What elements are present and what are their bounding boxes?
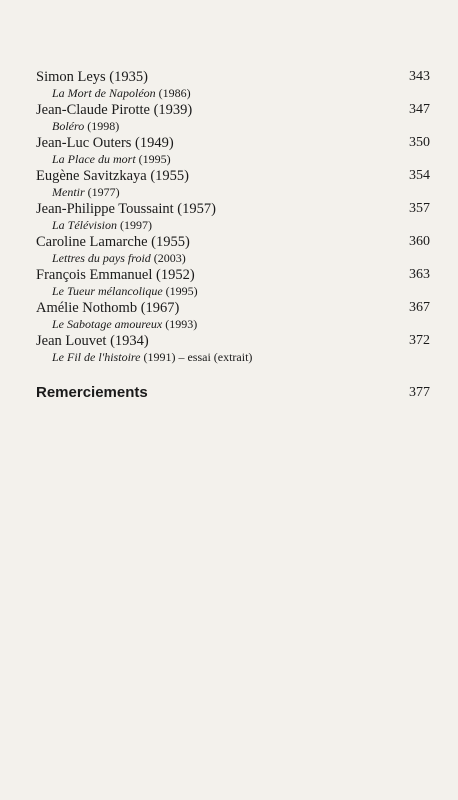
toc-entry (36, 101, 430, 134)
toc-entry (36, 68, 430, 101)
entry-work (36, 218, 430, 233)
entry-work (36, 119, 430, 134)
entry-title: Mentir (52, 185, 85, 199)
entry-work (36, 86, 430, 101)
entry-title: Le Fil de l'histoire (52, 350, 141, 364)
entry-title: Le Sabotage amoureux (52, 317, 163, 331)
entry-title: Boléro (52, 119, 85, 133)
entry-work (36, 350, 430, 365)
entry-year: (1997) (117, 218, 152, 232)
entry-author: Amélie Nothomb (1967) (36, 300, 180, 316)
section-heading (36, 383, 430, 403)
toc-entry (36, 233, 430, 266)
entry-work (36, 317, 430, 332)
entry-author: Jean-Claude Pirotte (1939) (36, 102, 193, 118)
toc-entry (36, 266, 430, 299)
toc-entry (36, 332, 430, 365)
entry-author: Eugène Savitzkaya (1955) (36, 168, 190, 184)
entry-work (36, 152, 430, 167)
section-page: 377 (409, 385, 430, 400)
toc-entry (36, 134, 430, 167)
entry-year: (1986) (155, 86, 191, 100)
entry-page: 350 (409, 135, 430, 150)
entry-year: (1995) (135, 152, 171, 166)
entry-page: 372 (409, 333, 430, 348)
toc-entry (36, 200, 430, 233)
toc-entry (36, 167, 430, 200)
entry-title: Lettres du pays froid (52, 251, 151, 265)
entry-page: 347 (409, 102, 430, 117)
entry-page: 363 (409, 267, 430, 282)
entry-page: 360 (409, 234, 430, 249)
entry-year: (1998) (84, 119, 120, 133)
entry-work (36, 251, 430, 266)
section-title: Remerciements (36, 384, 148, 401)
entry-year: (1977) (84, 185, 120, 199)
entry-page: 354 (409, 168, 430, 183)
entry-year: (1993) (162, 317, 198, 331)
entry-page: 367 (409, 300, 430, 315)
entry-year: (1995) (162, 284, 198, 298)
entry-note: – essai (extrait) (175, 350, 253, 364)
entry-page: 343 (409, 69, 430, 84)
table-of-contents (36, 68, 430, 403)
entry-author: Jean-Luc Outers (1949) (36, 135, 174, 151)
entry-title: La Télévision (52, 218, 117, 232)
entry-author: Simon Leys (1935) (36, 69, 148, 85)
entry-page: 357 (409, 201, 430, 216)
entry-author: Jean-Philippe Toussaint (1957) (36, 201, 216, 217)
entry-year: (1991) (140, 350, 176, 364)
toc-entry (36, 299, 430, 332)
entry-author: Jean Louvet (1934) (36, 333, 149, 349)
entry-title: Le Tueur mélancolique (52, 284, 163, 298)
entry-work (36, 185, 430, 200)
entry-author: Caroline Lamarche (1955) (36, 234, 190, 250)
entry-title: La Place du mort (52, 152, 136, 166)
entry-title: La Mort de Napoléon (52, 86, 156, 100)
entry-author: François Emmanuel (1952) (36, 267, 195, 283)
entry-work (36, 284, 430, 299)
entry-year: (2003) (150, 251, 186, 265)
